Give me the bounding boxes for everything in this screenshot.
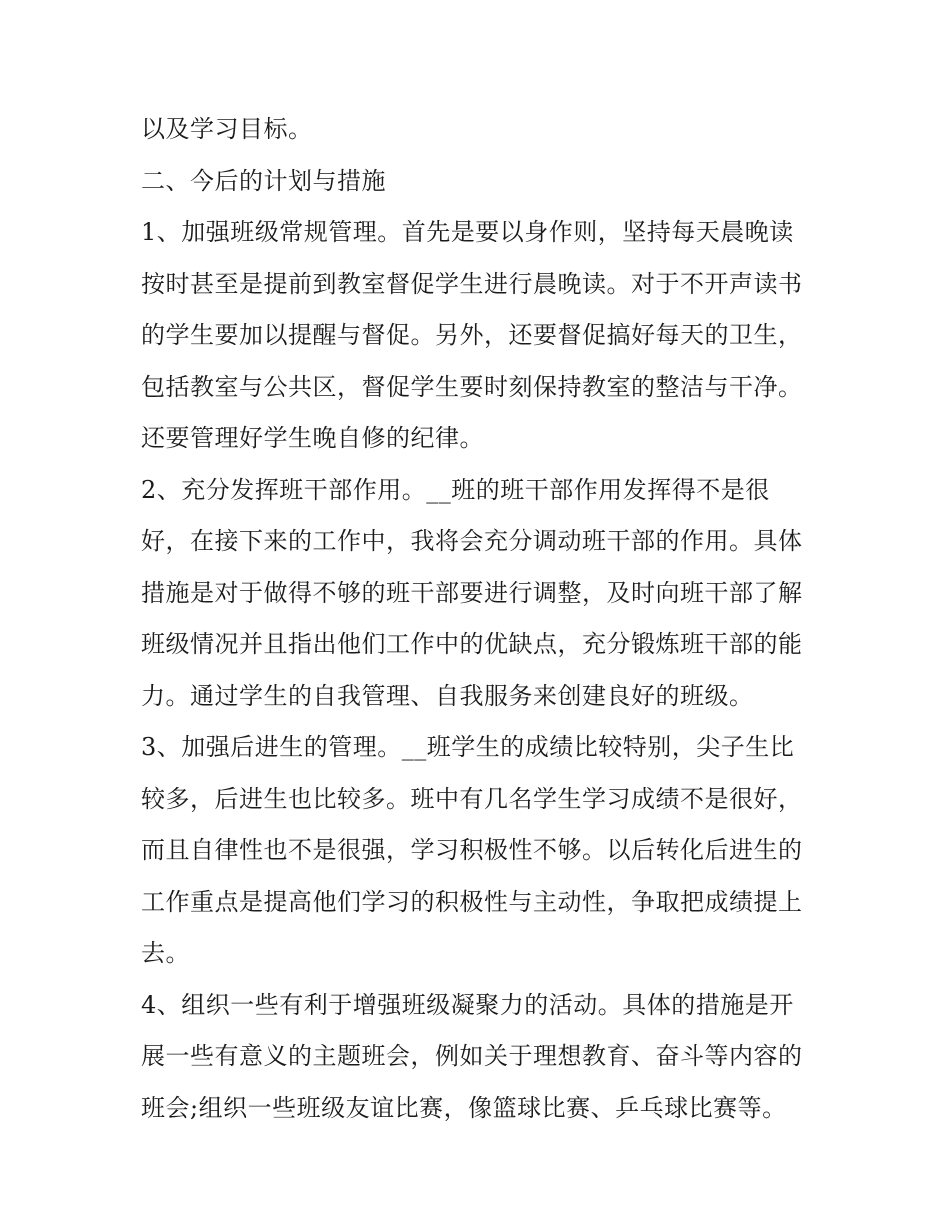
text-line: 好，在接下来的工作中，我将会充分调动班干部的作用。具体: [141, 527, 803, 555]
text-line: 班会;组织一些班级友谊比赛，像篮球比赛、乒乓球比赛等。: [141, 1093, 787, 1122]
text-line: 去。: [141, 939, 190, 967]
text-line: 4、组织一些有利于增强班级凝聚力的活动。具体的措施是开: [141, 990, 794, 1019]
text-line: 展一些有意义的主题班会，例如关于理想教育、奋斗等内容的: [141, 1042, 803, 1070]
text-line: 较多，后进生也比较多。班中有几名学生学习成绩不是很好，: [141, 784, 803, 813]
text-line: 工作重点是提高他们学习的积极性与主动性，争取把成绩提上: [141, 887, 803, 916]
text-line: 包括教室与公共区，督促学生要时刻保持教室的整洁与干净。: [141, 372, 803, 401]
text-line: 以及学习目标。: [141, 115, 313, 143]
text-line: 措施是对于做得不够的班干部要进行调整，及时向班干部了解: [141, 578, 803, 607]
text-line: 按时甚至是提前到教室督促学生进行晨晚读。对于不开声读书: [141, 269, 803, 298]
text-line: 班级情况并且指出他们工作中的优缺点，充分锻炼班干部的能: [141, 630, 803, 658]
text-line: 2、充分发挥班干部作用。__班的班干部作用发挥得不是很: [141, 475, 770, 504]
text-line: 力。通过学生的自我管理、自我服务来创建良好的班级。: [141, 681, 754, 710]
document-body: [141, 104, 821, 1134]
text-line: 的学生要加以提醒与督促。另外，还要督促搞好每天的卫生，: [141, 321, 803, 349]
text-line: 而且自律性也不是很强，学习积极性不够。以后转化后进生的: [141, 836, 803, 864]
text-line: 3、加强后进生的管理。__班学生的成绩比较特别，尖子生比: [141, 733, 795, 761]
section-heading: 二、今后的计划与措施: [141, 166, 386, 195]
text-line: 还要管理好学生晚自修的纪律。: [141, 424, 484, 452]
text-line: 1、加强班级常规管理。首先是要以身作则，坚持每天晨晚读: [141, 218, 794, 246]
